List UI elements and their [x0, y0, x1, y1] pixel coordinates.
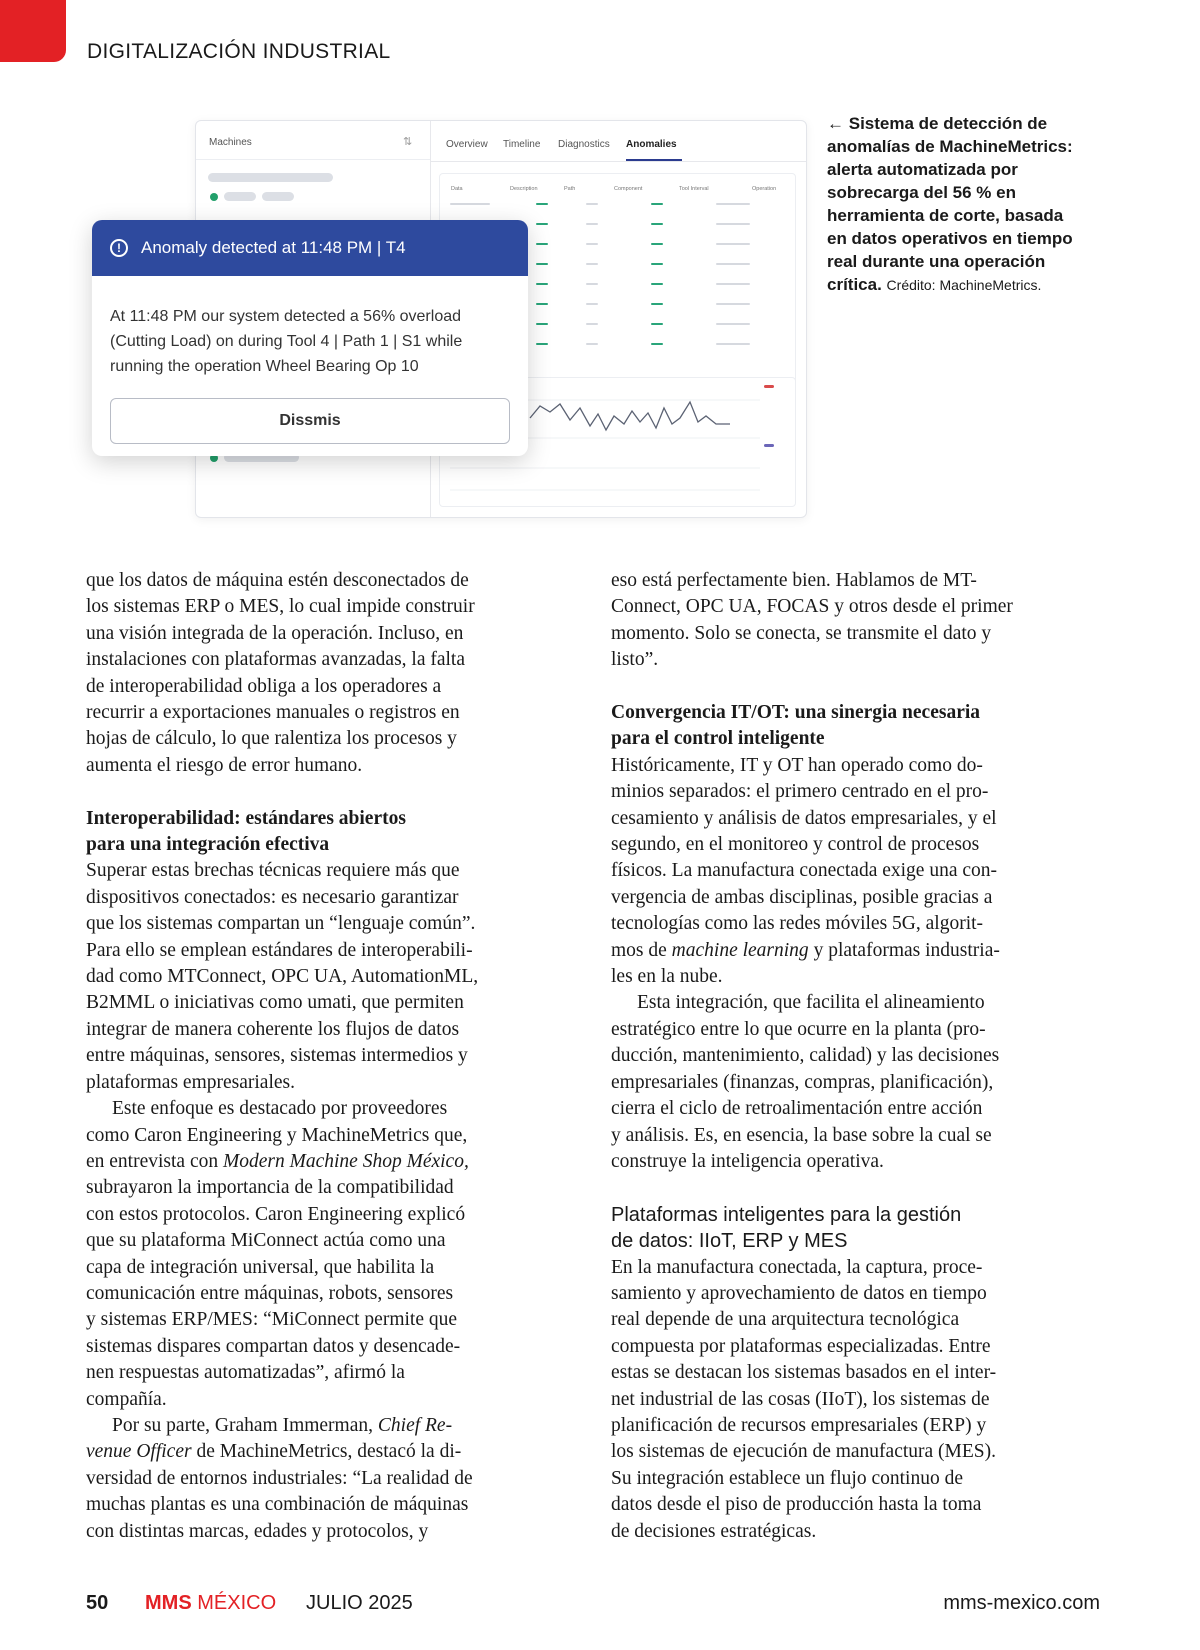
brand-mexico: MÉXICO: [197, 1592, 277, 1614]
text-line: construye la inteligencia operativa.: [611, 1150, 884, 1172]
text-line: los sistemas de ejecución de manufactura (MES).: [611, 1441, 997, 1463]
section-color-tab: [0, 0, 66, 62]
text-line: vergencia de ambas disciplinas, posible gracias a: [611, 886, 993, 908]
alert-message: [110, 304, 515, 379]
tab-timeline[interactable]: Timeline: [503, 139, 541, 150]
text-line: que los datos de máquina estén desconectados de: [86, 570, 469, 591]
text-line: los sistemas ERP o MES, lo cual impide construir: [86, 596, 475, 618]
text-line: ducción, mantenimiento, calidad) y las decisiones: [611, 1045, 1000, 1067]
threshold-marker-purple: [764, 444, 774, 447]
alert-message-line: (Cutting Load) on during Tool 4 | Path 1 | S1 while: [110, 333, 463, 350]
skeleton-bar: [208, 173, 333, 182]
table-header-path: Path: [564, 186, 576, 192]
text-line: y análisis. Es, en esencia, la base sobre la cual se: [611, 1124, 992, 1146]
text-line: muchas plantas es una combinación de máquinas: [86, 1494, 469, 1516]
alert-message-line: running the operation Wheel Bearing Op 10: [110, 358, 419, 375]
text-line: y sistemas ERP/MES: “MiConnect permite que: [86, 1309, 458, 1331]
alert-message-line: At 11:48 PM our system detected a 56% overload: [110, 308, 462, 325]
threshold-marker-red: [764, 385, 774, 388]
text-fragment: de MachineMetrics, destacó la di-: [191, 1441, 462, 1463]
text-line: Este enfoque es destacado por proveedores: [112, 1098, 448, 1120]
text-line: una visión integrada de la operación. Incluso, en: [86, 622, 464, 644]
dismiss-button[interactable]: Dissmis: [110, 398, 510, 444]
text-line: minios separados: el primero centrado en el pro-: [611, 781, 989, 803]
figure-caption: [827, 112, 1112, 297]
text-line: Para ello se emplean estándares de interoperabili-: [86, 939, 473, 961]
machines-sidebar-title: Machines: [209, 137, 252, 148]
text-line: de decisiones estratégicas.: [611, 1520, 817, 1542]
text-line: les en la nube.: [611, 966, 723, 988]
publication-name: Modern Machine Shop México,: [223, 1150, 469, 1172]
text-line: empresariales (finanzas, compras, planificación),: [611, 1071, 994, 1093]
status-online-icon: [210, 193, 218, 201]
job-title: venue Officer: [86, 1441, 192, 1463]
subheading: para una integración efectiva: [86, 834, 330, 856]
caption-line: Sistema de detección de: [848, 114, 1048, 133]
table-header-data: Data: [451, 186, 463, 192]
caption-line: sobrecarga del 56 % en: [827, 183, 1016, 202]
text-line: integrar de manera coherente los flujos de datos: [86, 1018, 460, 1040]
text-fragment: y plataformas industria-: [808, 939, 1000, 961]
text-line: planificación de recursos empresariales (ERP) y: [611, 1414, 987, 1436]
text-line: físicos. La manufactura conectada exige una con-: [611, 860, 998, 882]
text-line: Superar estas brechas técnicas requiere más que: [86, 860, 460, 882]
text-line: listo”.: [611, 649, 659, 671]
section-title: DIGITALIZACIÓN INDUSTRIAL: [87, 40, 391, 63]
magazine-brand: [145, 1592, 276, 1615]
text-line: samiento y aprovechamiento de datos en tiempo: [611, 1282, 987, 1304]
subheading: Convergencia IT/OT: una sinergia necesaria: [611, 702, 981, 724]
text-line: [611, 938, 1099, 964]
text-line: segundo, en el monitoreo y control de procesos: [611, 834, 980, 856]
text-line: plataformas empresariales.: [86, 1071, 295, 1093]
skeleton-bar: [262, 192, 294, 201]
text-line: aumenta el riesgo de error humano.: [86, 754, 363, 776]
anomaly-alert-dialog: [92, 220, 528, 456]
text-line: [86, 1149, 572, 1175]
exclamation-circle-icon: !: [110, 239, 128, 257]
text-line: real depende de una arquitectura tecnológica: [611, 1309, 960, 1331]
tab-overview[interactable]: Overview: [446, 139, 488, 150]
text-line: que su plataforma MiConnect actúa como una: [86, 1230, 446, 1252]
text-line: versidad de entornos industriales: “La realidad de: [86, 1467, 473, 1489]
caption-line: en datos operativos en tiempo: [827, 229, 1073, 248]
text-line: nen respuestas automatizadas”, afirmó la: [86, 1362, 405, 1384]
subheading: de datos: IIoT, ERP y MES: [611, 1230, 848, 1253]
website-link[interactable]: mms-mexico.com: [943, 1592, 1100, 1614]
text-line: capa de integración universal, que habilita la: [86, 1256, 435, 1278]
text-line: tecnologías como las redes móviles 5G, algorit-: [611, 913, 984, 935]
text-line: [86, 1413, 572, 1439]
caption-line: herramienta de corte, basada: [827, 206, 1064, 225]
text-line: que los sistemas compartan un “lenguaje común”.: [86, 913, 476, 935]
divider: [196, 159, 430, 160]
text-line: Su integración establece un flujo continuo de: [611, 1467, 963, 1489]
page-number: 50: [86, 1592, 109, 1614]
text-line: entre máquinas, sensores, sistemas intermedios y: [86, 1045, 468, 1067]
caption-line: alerta automatizada por: [827, 160, 1018, 179]
table-header-description: Description: [510, 186, 538, 192]
brand-mms: MMS: [145, 1592, 192, 1614]
text-line: dad como MTConnect, OPC UA, AutomationML,: [86, 966, 479, 988]
text-line: Históricamente, IT y OT han operado como do-: [611, 754, 983, 776]
text-line: compañía.: [86, 1388, 167, 1410]
text-line: con estos protocolos. Caron Engineering explicó: [86, 1203, 466, 1225]
text-line: eso está perfectamente bien. Hablamos de MT-: [611, 570, 977, 591]
text-line: como Caron Engineering y MachineMetrics que,: [86, 1124, 468, 1146]
subheading: Interoperabilidad: estándares abiertos: [86, 807, 406, 829]
table-header-operation: Operation: [752, 186, 777, 192]
text-line: cesamiento y análisis de datos empresariales, y el: [611, 807, 997, 829]
text-fragment: en entrevista con: [86, 1150, 223, 1172]
text-line: instalaciones con plataformas avanzadas, la falta: [86, 649, 465, 671]
subheading: para el control inteligente: [611, 728, 825, 750]
alert-header: [92, 220, 528, 276]
caption-line: real durante una operación: [827, 252, 1046, 271]
text-line: En la manufactura conectada, la captura, proce-: [611, 1256, 983, 1278]
caption-credit: Crédito: MachineMetrics.: [886, 277, 1042, 293]
table-header-tool-interval: Tool Interval: [679, 186, 709, 192]
table-header-component: Component: [614, 186, 643, 192]
text-line: hojas de cálculo, lo que ralentiza los procesos y: [86, 728, 457, 750]
subheading: Plataformas inteligentes para la gestión: [611, 1203, 962, 1226]
caption-line: anomalías de MachineMetrics:: [827, 137, 1073, 156]
italic-term: machine learning: [671, 939, 809, 961]
text-line: dispositivos conectados: es necesario garantizar: [86, 886, 459, 908]
load-trend-line: [530, 402, 730, 430]
text-line: net industrial de las cosas (IIoT), los sistemas de: [611, 1388, 990, 1410]
alert-title: Anomaly detected at 11:48 PM | T4: [141, 238, 406, 257]
issue-date: JULIO 2025: [306, 1592, 413, 1614]
skeleton-bar: [224, 192, 256, 201]
text-line: B2MML o iniciativas como umati, que permiten: [86, 992, 464, 1014]
text-fragment: mos de: [611, 939, 672, 961]
text-line: compuesta por plataformas especializadas. Entre: [611, 1335, 991, 1357]
text-line: subrayaron la importancia de la compatibilidad: [86, 1177, 454, 1199]
text-line: estratégico entre lo que ocurre en la planta (pro-: [611, 1018, 986, 1040]
text-line: datos desde el piso de producción hasta la toma: [611, 1494, 982, 1516]
text-line: de interoperabilidad obliga a los operadores a: [86, 675, 442, 697]
text-line: momento. Solo se conecta, se transmite el dato y: [611, 622, 992, 644]
text-fragment: Por su parte, Graham Immerman,: [112, 1414, 378, 1436]
sort-arrows-icon[interactable]: ⇅: [403, 136, 413, 148]
text-line: estas se destacan los sistemas basados en el inter-: [611, 1362, 997, 1384]
article-column-right: [611, 568, 1099, 1545]
left-arrow-icon: ←: [827, 114, 844, 133]
text-line: Connect, OPC UA, FOCAS y otros desde el primer: [611, 596, 1013, 618]
text-line: sistemas dispares compartan datos y desencade-: [86, 1335, 461, 1357]
text-line: [86, 1439, 572, 1465]
tab-anomalies[interactable]: Anomalies: [626, 139, 677, 150]
caption-line: crítica.: [827, 275, 882, 294]
text-line: comunicación entre máquinas, robots, sensores: [86, 1282, 454, 1304]
tab-diagnostics[interactable]: Diagnostics: [558, 139, 610, 150]
text-line: con distintas marcas, edades y protocolos, y: [86, 1520, 429, 1542]
article-column-left: [86, 568, 572, 1545]
job-title: Chief Re-: [377, 1414, 453, 1436]
tab-bar: [430, 121, 806, 162]
text-line: cierra el ciclo de retroalimentación entre acción: [611, 1098, 983, 1120]
text-line: recurrir a exportaciones manuales o registros en: [86, 702, 460, 724]
active-tab-indicator: [626, 159, 682, 161]
text-line: Esta integración, que facilita el alineamiento: [637, 992, 985, 1014]
